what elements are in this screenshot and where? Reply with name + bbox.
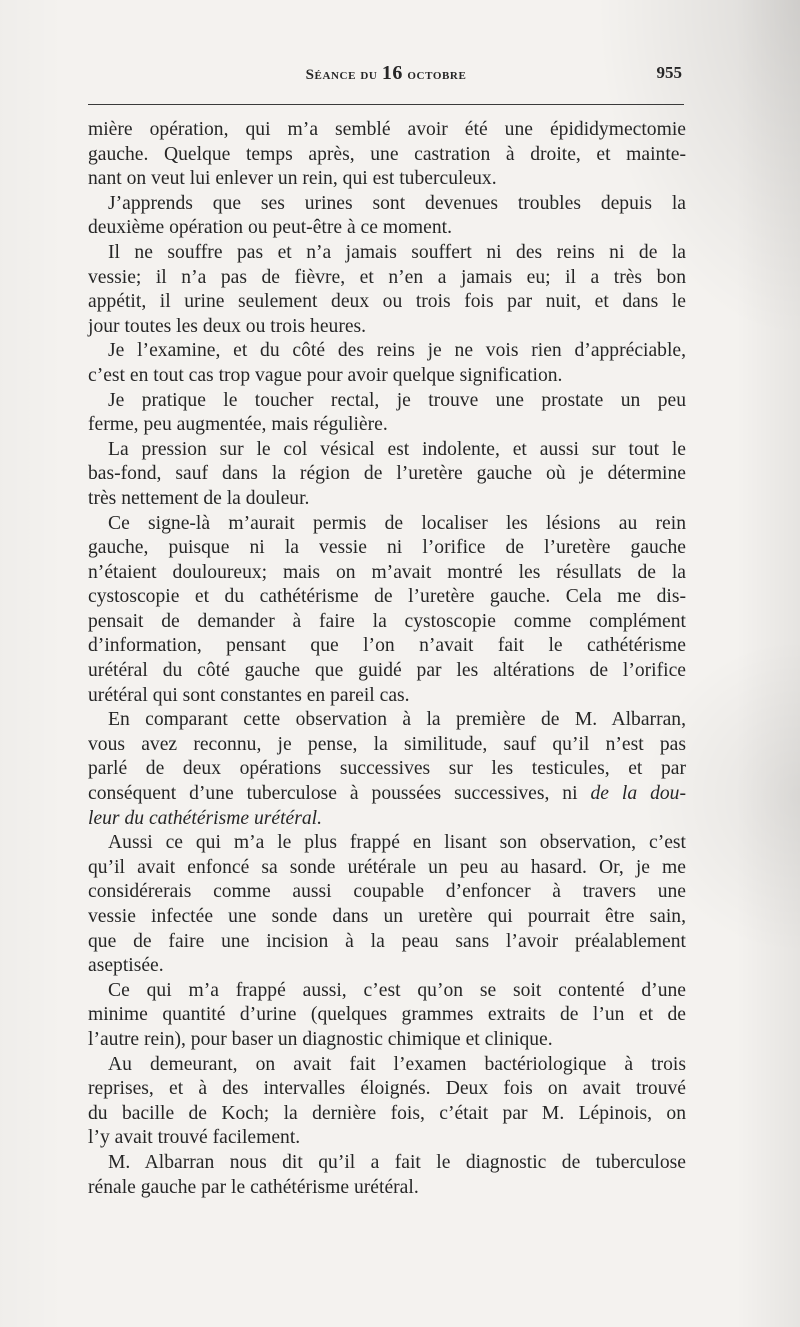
running-head-title: [88, 62, 684, 85]
running-head: [88, 62, 684, 88]
text-line: Ce signe-là m’aurait permis de localiser les lésions au rein: [108, 512, 686, 534]
running-head-title-part1: Séance du: [305, 67, 378, 83]
text-line: minime quantité d’urine (quelques grammes extraits de l’un et de: [88, 1004, 686, 1026]
text-line: l’y avait trouvé facilement.: [88, 1127, 301, 1149]
text-line: vous avez reconnu, je pense, la similitude, sauf qu’il n’est pas: [88, 733, 686, 755]
header-rule: [88, 104, 684, 105]
text-line: pensait de demander à faire la cystoscopie comme complément: [88, 610, 686, 632]
text-line: vessie; il n’a pas de fièvre, et n’en a jamais eu; il a très bon: [88, 266, 686, 288]
text-line: parlé de deux opérations successives sur les testicules, et par: [88, 758, 686, 780]
text-line: appétit, il urine seulement deux ou trois fois par nuit, et dans le: [88, 291, 686, 313]
text-line: gauche, puisque ni la vessie ni l’orifice de l’uretère gauche: [88, 537, 686, 559]
text-line: du bacille de Koch; la dernière fois, c’était par M. Lépinois, on: [88, 1102, 686, 1124]
text-line: Ce qui m’a frappé aussi, c’est qu’on se soit contenté d’une: [108, 979, 686, 1001]
text-line: La pression sur le col vésical est indolente, et aussi sur tout le: [108, 438, 686, 460]
text-line: Au demeurant, on avait fait l’examen bactériologique à trois: [108, 1053, 686, 1075]
text-line: l’autre rein), pour baser un diagnostic chimique et clinique.: [88, 1028, 553, 1050]
paragraph: [88, 979, 686, 1053]
running-head-day: 16: [381, 62, 404, 84]
text-line: reprises, et à des intervalles éloignés. Deux fois on avait trouvé: [88, 1078, 686, 1100]
text-line: Je l’examine, et du côté des reins je ne vois rien d’appréciable,: [108, 340, 686, 362]
paragraph: [88, 512, 686, 709]
text-line: ferme, peu augmentée, mais régulière.: [88, 414, 388, 436]
italic-text: de la dou-: [590, 783, 686, 805]
paragraph: [88, 1151, 686, 1200]
text-line: qu’il avait enfoncé sa sonde urétérale un peu au hasard. Or, je me: [88, 856, 686, 878]
text-line: aseptisée.: [88, 955, 164, 977]
text-line: urétéral qui sont constantes en pareil cas.: [88, 684, 410, 706]
text-line: Je pratique le toucher rectal, je trouve une prostate un peu: [108, 389, 686, 411]
text-line: En comparant cette observation à la première de M. Albarran,: [108, 709, 686, 731]
text-line: que de faire une incision à la peau sans l’avoir préalablement: [88, 930, 686, 952]
paragraph: [88, 339, 686, 388]
paragraph: [88, 389, 686, 438]
text-line: considérerais comme aussi coupable d’enfoncer à travers une: [88, 881, 686, 903]
text-line: Il ne souffre pas et n’a jamais souffert ni des reins ni de la: [108, 241, 686, 263]
text-line: vessie infectée une sonde dans un uretère qui pourrait être sain,: [88, 906, 686, 927]
page-number: 955: [656, 63, 682, 82]
text-line: deuxième opération ou peut-être à ce moment.: [88, 217, 452, 239]
paragraph: [88, 118, 686, 192]
paragraph: [88, 1053, 686, 1151]
paragraph: [88, 831, 686, 979]
text-line: gauche. Quelque temps après, une castration à droite, et mainte-: [88, 143, 686, 165]
text-line: c’est en tout cas trop vague pour avoir quelque signification.: [88, 364, 563, 386]
running-head-title-part2: octobre: [407, 67, 467, 83]
text-line: conséquent d’une tuberculose à poussées successives, ni de la dou-: [88, 783, 686, 805]
text-line: très nettement de la douleur.: [88, 487, 310, 509]
text-line: jour toutes les deux ou trois heures.: [88, 315, 367, 337]
body-text: [88, 118, 686, 1200]
paragraph: [88, 438, 686, 512]
text-line: d’information, pensant que l’on n’avait fait le cathétérisme: [88, 635, 686, 657]
text-line: nant on veut lui enlever un rein, qui est tuberculeux.: [88, 168, 497, 190]
text-line: n’étaient douloureux; mais on m’avait montré les résullats de la: [88, 561, 686, 583]
text-line: rénale gauche par le cathétérisme urétéral.: [88, 1176, 419, 1198]
text-line: cystoscopie et du cathétérisme de l’uretère gauche. Cela me dis-: [88, 586, 686, 608]
text-line: bas-fond, sauf dans la région de l’uretère gauche où je détermine: [88, 463, 686, 485]
paragraph: [88, 192, 686, 241]
text-line: Aussi ce qui m’a le plus frappé en lisant son observation, c’est: [108, 832, 686, 854]
text-line: M. Albarran nous dit qu’il a fait le diagnostic de tuberculose: [108, 1151, 686, 1173]
paragraph: [88, 708, 686, 831]
text-line: urétéral du côté gauche que guidé par les altérations de l’orifice: [88, 660, 686, 682]
text-line: J’apprends que ses urines sont devenues troubles depuis la: [108, 192, 686, 214]
text-line: mière opération, qui m’a semblé avoir été une épididymectomie: [88, 119, 686, 140]
text-line: leur du cathétérisme urétéral.: [88, 807, 322, 829]
paragraph: [88, 241, 686, 339]
